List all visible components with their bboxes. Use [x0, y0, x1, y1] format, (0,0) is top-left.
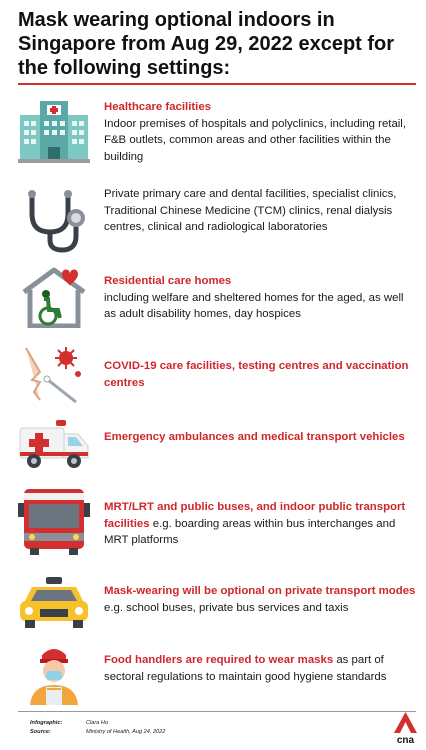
item-text	[104, 358, 416, 391]
care-home-wheelchair-icon	[18, 266, 90, 328]
cna-logo	[393, 711, 418, 745]
nasal-swab-virus-icon	[18, 344, 90, 406]
item-highlight: Residential care homes	[104, 275, 232, 287]
item-highlight: COVID-19 care facilities, testing centres and vaccination centres	[104, 360, 409, 389]
item-text	[104, 652, 416, 685]
source-credit: Ministry of Health, Aug 24, 2022	[86, 729, 166, 735]
infographic-label: Infographic:	[30, 720, 63, 726]
item-description: e.g. boarding areas within bus interchanges and MRT platforms	[104, 517, 396, 546]
item-highlight: Healthcare facilities	[104, 101, 211, 113]
ambulance-icon	[18, 418, 90, 470]
title-divider	[18, 83, 416, 85]
food-handler-icon	[18, 645, 90, 707]
item-text	[104, 429, 416, 446]
page-title: Mask wearing optional indoors in Singapore from Aug 29, 2022 except for the following settings:	[18, 9, 395, 79]
item-description: Indoor premises of hospitals and polyclinics, including retail, F&B outlets, common areas and other facilities within the building	[104, 117, 407, 163]
source-label: Source:	[30, 729, 51, 735]
footer-credits	[30, 719, 165, 737]
svg-text:cna: cna	[396, 735, 415, 745]
item-highlight: MRT/LRT and public buses, and indoor public transport facilities	[104, 501, 406, 530]
stethoscope-icon	[18, 188, 90, 254]
taxi-icon	[18, 575, 90, 631]
item-text	[104, 499, 416, 549]
item-text	[104, 186, 416, 236]
item-text	[104, 583, 416, 616]
item-description: e.g. school buses, private bus services and taxis	[104, 601, 349, 614]
item-highlight: Food handlers are required to wear masks	[104, 654, 334, 666]
item-description: as part of sectoral regulations to maintain good hygiene standards	[104, 654, 387, 683]
item-highlight: Mask-wearing will be optional on private transport modes	[104, 585, 416, 597]
bus-icon	[18, 487, 90, 557]
hospital-building-icon	[18, 99, 90, 163]
item-text	[104, 99, 416, 165]
item-description: including welfare and sheltered homes for the aged, as well as adult disability homes, day hospices	[104, 291, 404, 320]
infographic-credit: Clara Ho	[86, 720, 109, 726]
footer-divider	[18, 711, 416, 712]
item-description: Private primary care and dental facilities, specialist clinics, Traditional Chinese Medicine (TCM) clinics, renal dialysis centres, clinical and radiological laboratories	[104, 188, 397, 233]
item-text	[104, 273, 416, 323]
item-highlight: Emergency ambulances and medical transport vehicles	[104, 431, 405, 443]
